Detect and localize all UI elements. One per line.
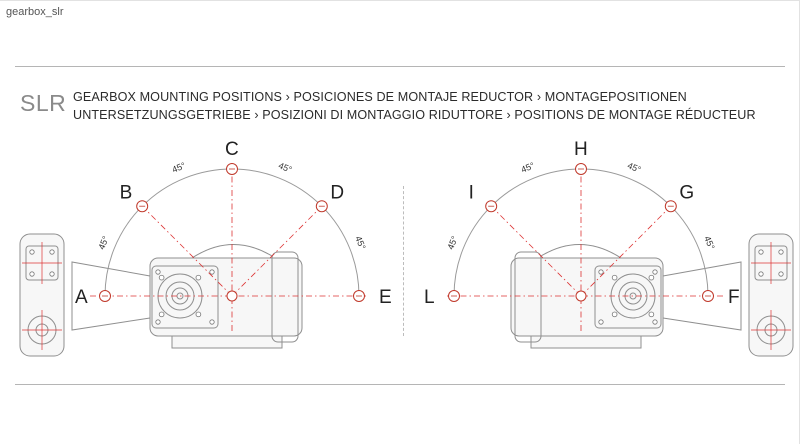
angle-label: 45° [702,234,717,252]
position-label-l: L [424,287,435,308]
mount-bolt [759,272,763,276]
title-line-1: GEARBOX MOUNTING POSITIONS › POSICIONES DE MONTAJE REDUCTOR › MONTAGEPOSITIONEN [73,90,687,104]
left-mounting-diagram [20,139,392,356]
position-label-f: F [728,287,740,308]
flange-bolt [159,312,164,317]
flange-bolt [159,275,164,280]
mount-bolt [50,250,54,254]
plate-bolt [653,270,657,274]
angle-label: 45° [445,234,460,252]
plate-bolt [653,320,657,324]
title-line-2: UNTERSETZUNGSGETRIEBE › POSIZIONI DI MONTAGGIO RIDUTTORE › POSITIONS DE MONTAGE RÉDUCTEUR [73,108,756,122]
plate-bolt [210,320,214,324]
angle-label: 45° [625,160,643,175]
flange-bolt [649,275,654,280]
mount-bolt [779,272,783,276]
flange-bolt [649,312,654,317]
mount-bolt [50,272,54,276]
position-label-c: C [225,139,239,160]
position-label-b: B [119,182,133,204]
gearbox-foot [172,336,282,348]
flange-bolt [196,275,201,280]
flange-bolt [196,312,201,317]
mount-bolt [30,250,34,254]
angle-label: 45° [276,160,294,175]
angle-label: 45° [519,160,537,175]
flange-bolt [612,275,617,280]
mount-bolt [30,272,34,276]
plate-bolt [599,320,603,324]
series-code: SLR [20,90,67,116]
position-label-h: H [574,139,588,160]
position-label-a: A [75,287,88,308]
plate-bolt [210,270,214,274]
flange-bolt [612,312,617,317]
gearbox-housing [150,258,302,336]
mount-bolt [759,250,763,254]
plate-bolt [156,270,160,274]
right-mounting-diagram [424,139,793,356]
pivot-marker [227,291,237,301]
mount-bolt [779,250,783,254]
angle-label: 45° [353,234,368,252]
angle-label: 45° [170,160,188,175]
gearbox-housing [511,258,663,336]
position-label-d: D [330,182,345,204]
position-label-g: G [679,182,695,204]
gearbox-foot [531,336,641,348]
angle-label: 45° [96,234,111,252]
plate-bolt [156,320,160,324]
position-label-e: E [379,287,392,308]
position-label-i: I [468,182,474,204]
file-label: gearbox_slr [6,6,64,18]
plate-bolt [599,270,603,274]
pivot-marker [576,291,586,301]
